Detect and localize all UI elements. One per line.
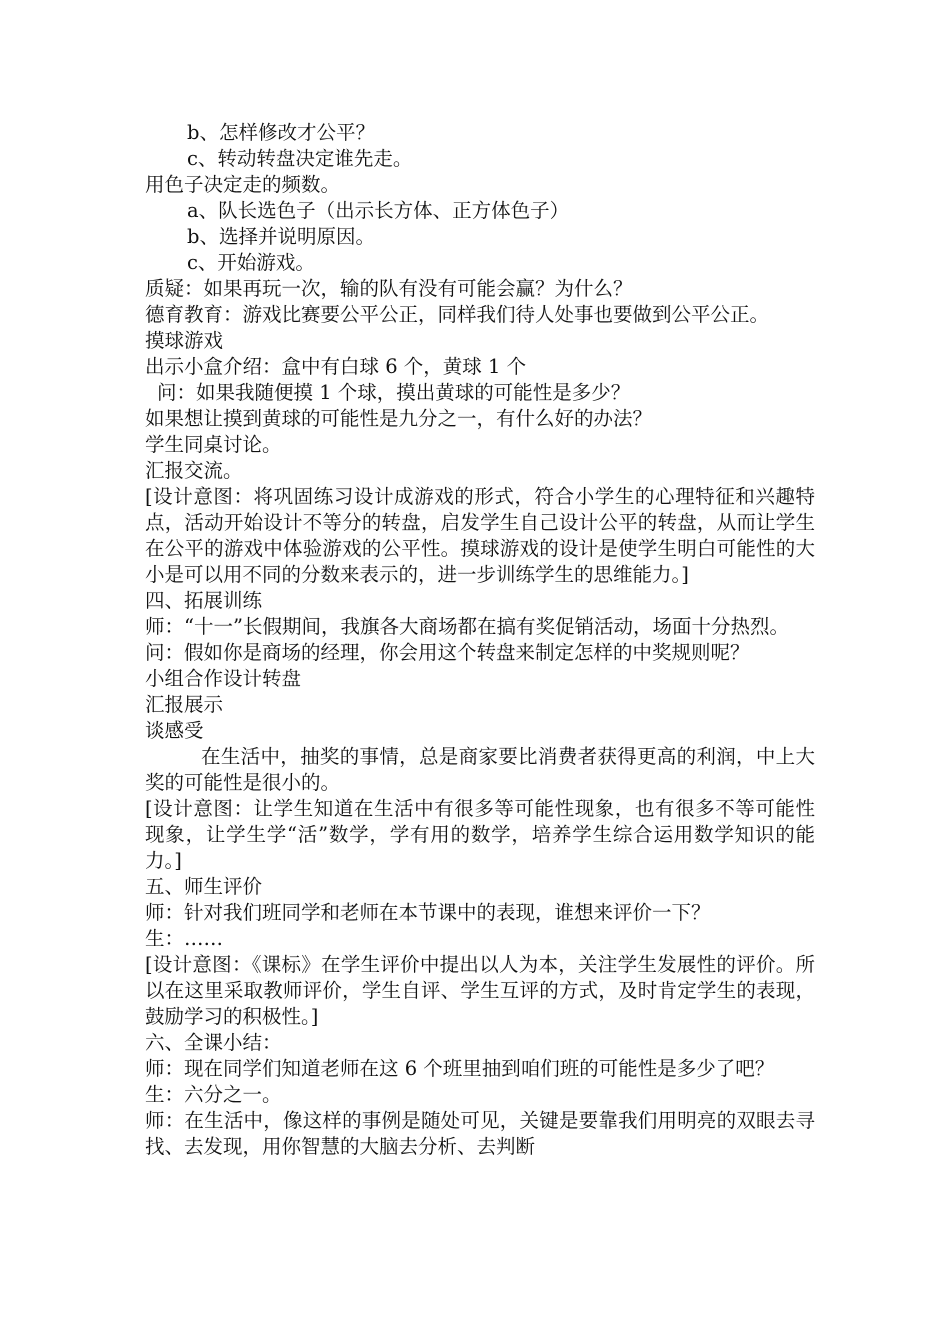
text-line: 生：六分之一。 (145, 1083, 282, 1106)
text-line: 质疑：如果再玩一次，输的队有没有可能会赢？为什么？ (145, 277, 633, 300)
text-line: 德育教育：游戏比赛要公平公正，同样我们待人处事也要做到公平公正。 (145, 303, 770, 326)
text-line: 问：假如你是商场的经理，你会用这个转盘来制定怎样的中奖规则呢？ (145, 641, 750, 664)
text-line: 师：针对我们班同学和老师在本节课中的表现，谁想来评价一下？ (145, 901, 711, 924)
section-heading: 摸球游戏 (145, 329, 224, 352)
text-line: a、队长选色子（出示长方体、正方体色子） (187, 199, 570, 222)
document-body (145, 120, 815, 1160)
text-line: c、转动转盘决定谁先走。 (187, 147, 413, 170)
text-line: b、怎样修改才公平？ (187, 121, 375, 144)
text-line: 学生同桌讨论。 (145, 433, 282, 456)
design-intent-paragraph: [设计意图：将巩固练习设计成游戏的形式，符合小学生的心理特征和兴趣特点，活动开始设计不等分的转盘，启发学生自己设计公平的转盘，从而让学生在公平的游戏中体验游戏的公平性。摸球游戏的设计是使学生明白可能性的大小是可以用不同的分数来表示的，进一步训练学生的思维能力。] (145, 485, 815, 586)
text-line: 小组合作设计转盘 (145, 667, 302, 690)
section-heading: 四、拓展训练 (145, 589, 263, 612)
text-line: 如果想让摸到黄球的可能性是九分之一，有什么好的办法？ (145, 407, 653, 430)
text-line: 问：如果我随便摸 1 个球，摸出黄球的可能性是多少？ (157, 381, 631, 404)
text-paragraph: 师：在生活中，像这样的事例是随处可见，关键是要靠我们用明亮的双眼去寻找、去发现，用你智慧的大脑去分析、去判断 (145, 1109, 815, 1158)
text-line: 出示小盒介绍：盒中有白球 6 个，黄球 1 个 (145, 355, 527, 378)
text-paragraph: 师：“十一”长假期间，我旗各大商场都在搞有奖促销活动，场面十分热烈。 (145, 615, 789, 638)
text-line: 汇报展示 (145, 693, 224, 716)
design-intent-paragraph: [设计意图：《课标》在学生评价中提出以人为本，关注学生发展性的评价。所以在这里采取教师评价，学生自评、学生互评的方式，及时肯定学生的表现，鼓励学习的积极性。] (145, 953, 815, 1028)
text-line: 谈感受 (145, 719, 204, 742)
text-paragraph: 在生活中，抽奖的事情，总是商家要比消费者获得更高的利润，中上大奖的可能性是很小的。 (145, 745, 815, 794)
text-line: 师：现在同学们知道老师在这 6 个班里抽到咱们班的可能性是多少了吧？ (145, 1057, 775, 1080)
section-heading: 五、师生评价 (145, 875, 263, 898)
section-heading: 六、全课小结： (145, 1031, 282, 1054)
design-intent-paragraph: [设计意图：让学生知道在生活中有很多等可能性现象，也有很多不等可能性现象，让学生学“活”数学，学有用的数学，培养学生综合运用数学知识的能力。] (145, 797, 815, 872)
text-line: 用色子决定走的频数。 (145, 173, 341, 196)
text-line: 生：…… (145, 927, 224, 950)
text-line: b、选择并说明原因。 (187, 225, 375, 248)
text-line: 汇报交流。 (145, 459, 243, 482)
text-line: c、开始游戏。 (187, 251, 315, 274)
